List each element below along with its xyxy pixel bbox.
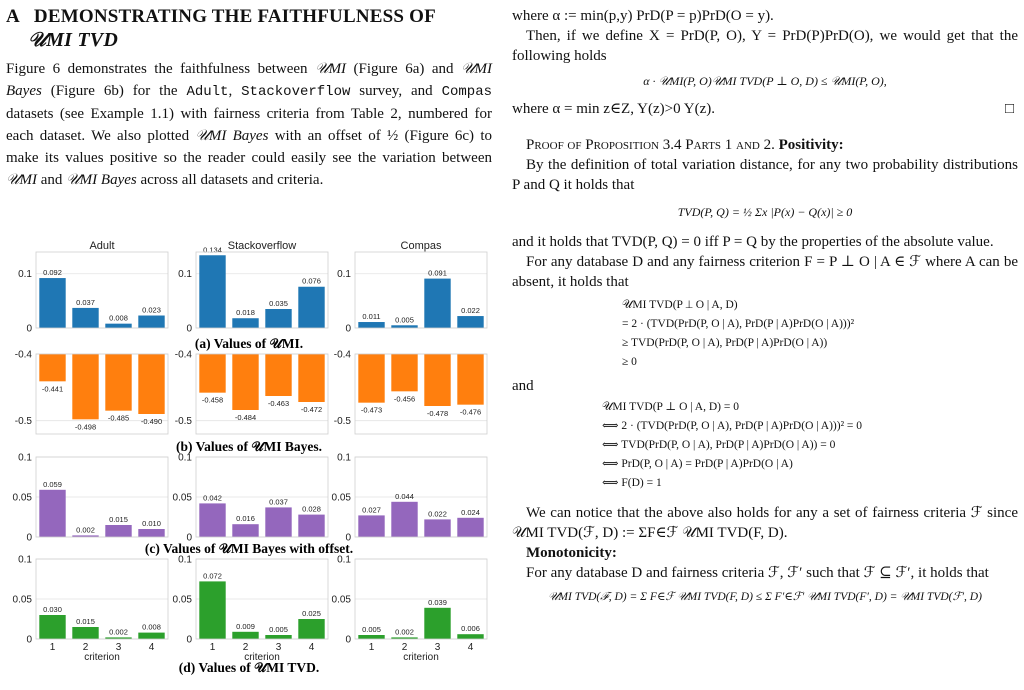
data-label: 0.059 bbox=[43, 479, 62, 489]
equation-1: α · 𝒰MI(P, O)𝒰MI TVD(P ⊥ O, D) ≤ 𝒰MI(P, O), bbox=[643, 74, 887, 88]
bar bbox=[391, 502, 417, 537]
bar bbox=[72, 308, 98, 328]
eq4-row: ⟺ F(D) = 1 bbox=[602, 477, 662, 489]
data-label: -0.498 bbox=[74, 422, 97, 432]
eq4-row: 𝒰MI TVD(P ⊥ O | A, D) = 0 bbox=[602, 401, 739, 413]
x-axis-label: criterion bbox=[403, 652, 439, 663]
data-label: 0.044 bbox=[395, 491, 414, 501]
and-word: and bbox=[512, 378, 534, 394]
bar bbox=[457, 354, 483, 405]
bar bbox=[72, 354, 98, 419]
intro-paragraph: Figure 6 demonstrates the faithfulness between 𝒰MI (Figure 6a) and 𝒰MI Bayes (Figure 6b) for the Adult, Stackoverflow survey, and Compas datasets (see Example 1.1) with fairness criteria from Table 2, numbered for each dataset. We also plotted 𝒰MI Bayes with an offset of ½ (Figure 6c) to make its values positive so the reader could easily see the variation between 𝒰MI and 𝒰MI Bayes across all datasets and criteria. bbox=[6, 61, 493, 188]
data-label: 0.005 bbox=[395, 315, 414, 325]
panel-caption: (b) Values of 𝒰MI Bayes. bbox=[175, 439, 323, 454]
data-label: 0.024 bbox=[461, 507, 480, 517]
bar bbox=[232, 632, 258, 639]
x-tick-label: 4 bbox=[308, 642, 315, 653]
right-column bbox=[512, 0, 1018, 604]
section-title: DEMONSTRATING THE FAITHFULNESS OF bbox=[33, 6, 436, 27]
bar bbox=[39, 490, 65, 537]
bar bbox=[39, 278, 65, 328]
y-tick-label: 0.1 bbox=[178, 554, 192, 566]
equation-4 bbox=[602, 398, 1018, 493]
y-tick-label: -0.5 bbox=[14, 416, 32, 428]
x-tick-label: 1 bbox=[209, 642, 216, 653]
alpha-min-text: where α = min z∈Z, Y(z)>0 Y(z). bbox=[512, 101, 716, 117]
bar bbox=[457, 634, 483, 639]
then-define-line: Then, if we define X = PrD(P, O), Y = PrD(P)PrD(O), we would get that the following holds bbox=[512, 28, 1018, 64]
positivity-heading: Positivity: bbox=[778, 137, 844, 153]
alpha-min-line bbox=[512, 99, 1018, 119]
data-label: -0.441 bbox=[41, 384, 64, 394]
x-tick-label: 3 bbox=[434, 642, 441, 653]
data-label: 0.016 bbox=[236, 514, 255, 524]
bar bbox=[265, 309, 291, 328]
data-label: 0.037 bbox=[76, 297, 95, 307]
y-tick-label: -0.4 bbox=[174, 349, 192, 361]
data-label: 0.015 bbox=[76, 617, 95, 626]
u-mi-symbol: 𝒰MI bbox=[315, 61, 347, 77]
dataset-stackoverflow: Stackoverflow bbox=[241, 84, 351, 100]
data-label: -0.456 bbox=[393, 394, 416, 404]
set-criteria-line: We can notice that the above also holds for any a set of fairness criteria ℱ since 𝒰MI TVD(ℱ, D) := ΣF∈ℱ 𝒰MI TVD(F, D). bbox=[512, 505, 1018, 541]
x-tick-label: 2 bbox=[401, 642, 408, 653]
bar bbox=[138, 354, 164, 414]
y-tick-label: 0.05 bbox=[331, 492, 351, 504]
data-label: -0.490 bbox=[140, 417, 163, 426]
bar bbox=[424, 608, 450, 639]
data-label: 0.015 bbox=[109, 515, 128, 524]
y-tick-label: 0 bbox=[186, 532, 192, 544]
eq3-row: ≥ TVD(PrD(P, O | A), PrD(P | A)PrD(O | A)) bbox=[622, 337, 828, 349]
bar bbox=[232, 524, 258, 537]
data-label: 0.028 bbox=[302, 504, 321, 514]
data-label: -0.472 bbox=[300, 405, 323, 414]
x-tick-label: 4 bbox=[148, 642, 155, 653]
data-label: 0.072 bbox=[203, 571, 222, 581]
bar bbox=[138, 633, 164, 639]
bar bbox=[39, 615, 65, 639]
para-text: Figure 6 demonstrates the faithfulness between bbox=[6, 61, 316, 77]
data-label: -0.458 bbox=[201, 395, 224, 405]
bar bbox=[424, 519, 450, 537]
y-tick-label: 0.05 bbox=[331, 594, 351, 606]
y-tick-label: 0.1 bbox=[337, 269, 351, 281]
data-label: 0.022 bbox=[461, 306, 480, 316]
bar bbox=[199, 581, 225, 639]
section-heading bbox=[6, 6, 492, 52]
bar bbox=[265, 354, 291, 396]
y-tick-label: 0 bbox=[186, 634, 192, 646]
para-text: with an offset of ½ (Figure 6c) to make its values positive so the reader could easily see the variation between bbox=[6, 128, 492, 166]
u-mi-symbol: 𝒰MI bbox=[6, 172, 37, 188]
equation-2: TVD(P, Q) = ½ Σx |P(x) − Q(x)| ≥ 0 bbox=[677, 205, 853, 219]
figure-6 bbox=[6, 240, 492, 690]
x-tick-label: 2 bbox=[82, 642, 89, 653]
bar bbox=[358, 322, 384, 328]
data-label: -0.484 bbox=[234, 413, 257, 422]
bar bbox=[199, 255, 225, 328]
x-tick-label: 4 bbox=[467, 642, 474, 653]
subplot-title: Compas bbox=[400, 240, 442, 252]
eq3-row: = 2 · (TVD(PrD(P, O | A), PrD(P | A)PrD(O | A)))² bbox=[622, 318, 855, 330]
bar bbox=[105, 525, 131, 537]
eq4-row: ⟺ TVD(PrD(P, O | A), PrD(P | A)PrD(O | A)) = 0 bbox=[602, 439, 836, 451]
bar bbox=[391, 325, 417, 328]
y-tick-label: 0.1 bbox=[18, 554, 32, 566]
y-tick-label: 0.05 bbox=[12, 594, 32, 606]
bar bbox=[358, 354, 384, 403]
data-label: 0.023 bbox=[142, 305, 161, 315]
x-tick-label: 3 bbox=[115, 642, 122, 653]
bar bbox=[199, 503, 225, 537]
bar bbox=[105, 324, 131, 328]
x-tick-label: 3 bbox=[275, 642, 282, 653]
data-label: 0.010 bbox=[142, 519, 161, 528]
bar bbox=[199, 354, 225, 393]
data-label: -0.485 bbox=[107, 413, 130, 423]
panel-caption: (d) Values of 𝒰MI TVD. bbox=[178, 660, 320, 675]
figure-6-chart bbox=[6, 240, 492, 690]
y-tick-label: 0.1 bbox=[18, 269, 32, 281]
y-tick-label: 0 bbox=[26, 634, 32, 646]
bar bbox=[358, 635, 384, 639]
para-text: (Figure 6a) and bbox=[346, 61, 462, 77]
eq3-row: ≥ 0 bbox=[622, 356, 637, 368]
data-label: -0.463 bbox=[267, 399, 290, 408]
bar bbox=[391, 354, 417, 391]
y-tick-label: -0.5 bbox=[333, 416, 351, 428]
panel-caption: (a) Values of 𝒰MI. bbox=[194, 336, 304, 351]
y-tick-label: 0 bbox=[345, 634, 351, 646]
bar bbox=[298, 515, 324, 537]
bar bbox=[105, 354, 131, 411]
data-label: 0.005 bbox=[362, 625, 381, 634]
bar bbox=[298, 287, 324, 328]
subplot-title: Adult bbox=[89, 240, 115, 252]
y-tick-label: 0 bbox=[345, 323, 351, 335]
bar bbox=[232, 354, 258, 410]
section-symbol bbox=[28, 29, 118, 51]
bar bbox=[265, 507, 291, 537]
data-label: 0.134 bbox=[203, 245, 222, 255]
data-label: 0.005 bbox=[269, 625, 288, 634]
y-tick-label: -0.4 bbox=[14, 349, 32, 361]
dataset-compas: Compas bbox=[441, 84, 493, 100]
alpha-def-line: where α := min(p,y) PrD(P = p)PrD(O = y). bbox=[512, 8, 774, 24]
y-tick-label: 0 bbox=[345, 532, 351, 544]
data-label: 0.018 bbox=[236, 308, 255, 318]
eq3-row: 𝒰MI TVD(P ⊥ O | A, D) bbox=[622, 299, 738, 311]
para-text: across all datasets and criteria. bbox=[136, 172, 324, 188]
y-tick-label: -0.5 bbox=[174, 416, 192, 428]
para-text: (Figure 6b) for the bbox=[41, 83, 187, 99]
x-axis-label: criterion bbox=[244, 652, 280, 663]
data-label: 0.002 bbox=[395, 627, 414, 637]
subplot-title: Stackoverflow bbox=[227, 240, 297, 252]
data-label: -0.478 bbox=[426, 409, 449, 418]
y-tick-label: -0.4 bbox=[333, 349, 351, 361]
data-label: 0.009 bbox=[236, 621, 255, 631]
bar bbox=[39, 354, 65, 381]
proof-heading: Proof of Proposition 3.4 Parts 1 and 2. bbox=[526, 137, 775, 153]
y-tick-label: 0.05 bbox=[172, 594, 192, 606]
y-tick-label: 0.1 bbox=[18, 452, 32, 464]
proof-heading-line bbox=[512, 135, 1018, 155]
bar bbox=[298, 619, 324, 639]
monotonicity-heading: Monotonicity: bbox=[526, 545, 617, 561]
bar bbox=[138, 316, 164, 328]
bar bbox=[232, 318, 258, 328]
data-label: 0.002 bbox=[76, 525, 95, 535]
bar bbox=[72, 627, 98, 639]
y-tick-label: 0.1 bbox=[337, 452, 351, 464]
data-label: 0.006 bbox=[461, 624, 480, 634]
data-label: 0.092 bbox=[43, 268, 62, 278]
section-number: A bbox=[6, 6, 20, 27]
para-text: survey, and bbox=[350, 83, 442, 99]
monotonicity-line: For any database D and fairness criteria ℱ, ℱ′ such that ℱ ⊆ ℱ′, it holds that bbox=[526, 565, 989, 581]
bar bbox=[138, 529, 164, 537]
y-tick-label: 0 bbox=[26, 323, 32, 335]
u-bayes-symbol: 𝒰MI Bayes bbox=[195, 128, 269, 144]
data-label: 0.022 bbox=[428, 509, 447, 519]
data-label: 0.011 bbox=[362, 312, 381, 322]
bar bbox=[457, 316, 483, 328]
x-tick-label: 1 bbox=[368, 642, 375, 653]
data-label: 0.025 bbox=[302, 609, 321, 618]
u-bayes-symbol: 𝒰MI Bayes bbox=[66, 172, 137, 188]
data-label: -0.473 bbox=[360, 405, 383, 415]
section-symbol-text: 𝒰MI TVD bbox=[28, 29, 118, 51]
bar bbox=[265, 635, 291, 639]
data-label: 0.076 bbox=[302, 276, 321, 286]
data-label: 0.035 bbox=[269, 299, 288, 308]
data-label: 0.039 bbox=[428, 597, 447, 607]
data-label: 0.042 bbox=[203, 493, 222, 503]
qed-symbol: □ bbox=[1004, 101, 1014, 117]
iff-line: and it holds that TVD(P, Q) = 0 iff P = Q by the properties of the absolute value. bbox=[512, 234, 994, 250]
equation-3 bbox=[622, 296, 1018, 372]
data-label: 0.030 bbox=[43, 605, 62, 614]
data-label: 0.027 bbox=[362, 505, 381, 515]
tvd-def-line: By the definition of total variation distance, for any two probability distributions P and Q it holds that bbox=[512, 157, 1018, 193]
bar bbox=[424, 354, 450, 406]
dataset-adult: Adult bbox=[186, 84, 229, 100]
data-label: 0.091 bbox=[428, 268, 447, 278]
y-tick-label: 0.05 bbox=[172, 492, 192, 504]
bar bbox=[424, 279, 450, 328]
data-label: -0.476 bbox=[459, 407, 482, 417]
data-label: 0.008 bbox=[142, 622, 161, 632]
monotonicity-heading-line bbox=[512, 543, 1018, 563]
u-bayes-symbol: 𝒰MI Bayes bbox=[6, 61, 493, 99]
left-column bbox=[6, 0, 493, 675]
eq4-row: ⟺ PrD(P, O | A) = PrD(P | A)PrD(O | A) bbox=[602, 458, 793, 470]
data-label: 0.008 bbox=[109, 313, 128, 323]
eq4-row: ⟺ 2 · (TVD(PrD(P, O | A), PrD(P | A)PrD(O | A)))² = 0 bbox=[602, 420, 863, 432]
panel-caption: (c) Values of 𝒰MI Bayes with offset. bbox=[144, 541, 354, 556]
data-label: 0.037 bbox=[269, 497, 288, 507]
para-text: datasets (see Example 1.1) with fairness criteria from Table 2, numbered for each dataset. We also plotted bbox=[6, 106, 492, 144]
equation-5: 𝒰MI TVD(ℱ, D) = Σ F∈ℱ 𝒰MI TVD(F, D) ≤ Σ F′∈ℱ′ 𝒰MI TVD(F′, D) = 𝒰MI TVD(ℱ′, D) bbox=[548, 591, 982, 603]
y-tick-label: 0.1 bbox=[178, 452, 192, 464]
bar bbox=[358, 515, 384, 537]
bar bbox=[298, 354, 324, 402]
y-tick-label: 0.1 bbox=[178, 269, 192, 281]
y-tick-label: 0 bbox=[186, 323, 192, 335]
y-tick-label: 0.1 bbox=[337, 554, 351, 566]
criterion-line: For any database D and any fairness criterion F = P ⊥ O | A ∈ ℱ where A can be absent, it holds that bbox=[512, 254, 1018, 290]
bar bbox=[457, 518, 483, 537]
para-text: and bbox=[37, 172, 67, 188]
x-tick-label: 2 bbox=[242, 642, 249, 653]
data-label: 0.002 bbox=[109, 627, 128, 637]
x-axis-label: criterion bbox=[84, 652, 120, 663]
y-tick-label: 0.05 bbox=[12, 492, 32, 504]
x-tick-label: 1 bbox=[49, 642, 56, 653]
y-tick-label: 0 bbox=[26, 532, 32, 544]
